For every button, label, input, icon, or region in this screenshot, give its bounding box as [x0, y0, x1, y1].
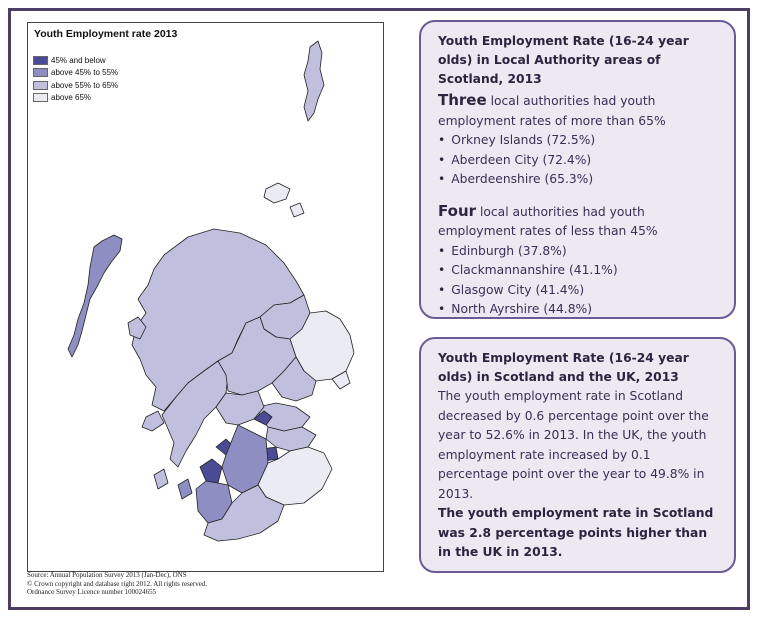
legend-item [33, 54, 118, 67]
legend-item [33, 67, 118, 80]
scotland-uk-body: The youth employment rate in Scotland decreased by 0.6 percentage point over the year to 52.6% in 2013. In the UK, the youth employment rate increased by 0.1 percentage point over the year to 49.8% in 2013. [438, 389, 709, 501]
legend-label: 45% and below [51, 55, 106, 65]
list-item: • Aberdeen City (72.4%) [438, 151, 722, 171]
high-summary [438, 91, 722, 131]
low-summary [438, 202, 722, 242]
region-mull [142, 411, 164, 431]
high-text: local authorities had youth employment rates of more than 65% [438, 94, 666, 128]
low-text: local authorities had youth employment rates of less than 45% [438, 204, 658, 238]
local-authority-title: Youth Employment Rate (16-24 year olds) in Local Authority areas of Scotland, 2013 [438, 34, 689, 86]
region-north-ayrshire [200, 459, 222, 483]
high-list [438, 131, 722, 190]
scotland-uk-title: Youth Employment Rate (16-24 year olds) in Scotland and the UK, 2013 [438, 351, 689, 384]
scotland-map [28, 23, 383, 571]
scotland-uk-box [419, 337, 736, 573]
local-authority-box [419, 20, 736, 319]
legend-item [33, 79, 118, 92]
legend-item [33, 92, 118, 105]
map-legend [33, 54, 118, 104]
region-western-isles [68, 235, 122, 357]
map-source [27, 571, 207, 597]
legend-swatch [33, 81, 48, 90]
source-line: Source: Annual Population Survey 2013 (Jan-Dec), ONS [27, 571, 187, 579]
legend-label: above 55% to 65% [51, 80, 119, 90]
region-islay [154, 469, 168, 489]
licence-line: Ordnance Survey Licence number 100024655 [27, 588, 157, 596]
high-count: Three [438, 91, 487, 109]
legend-swatch [33, 68, 48, 77]
region-orkney [264, 183, 304, 217]
region-shetland [304, 41, 324, 121]
list-item: • Aberdeenshire (65.3%) [438, 170, 722, 190]
legend-swatch [33, 56, 48, 65]
list-item: • Clackmannanshire (41.1%) [438, 261, 722, 281]
list-item: • North Ayrshire (44.8%) [438, 300, 722, 320]
map-title: Youth Employment rate 2013 [34, 28, 178, 40]
legend-label: above 45% to 55% [51, 68, 119, 78]
copyright-line: © Crown copyright and database right 2012. All rights reserved. [27, 579, 208, 588]
low-list [438, 242, 722, 320]
low-count: Four [438, 201, 477, 220]
region-arran [178, 479, 192, 499]
map-panel [27, 22, 384, 572]
list-item: • Edinburgh (37.8%) [438, 242, 722, 262]
list-item: • Glasgow City (41.4%) [438, 281, 722, 301]
legend-label: above 65% [51, 93, 92, 103]
scotland-uk-conclusion: The youth employment rate in Scotland was 2.8 percentage points higher than in the UK in 2013. [438, 506, 714, 559]
legend-swatch [33, 93, 48, 102]
list-item: • Orkney Islands (72.5%) [438, 131, 722, 151]
